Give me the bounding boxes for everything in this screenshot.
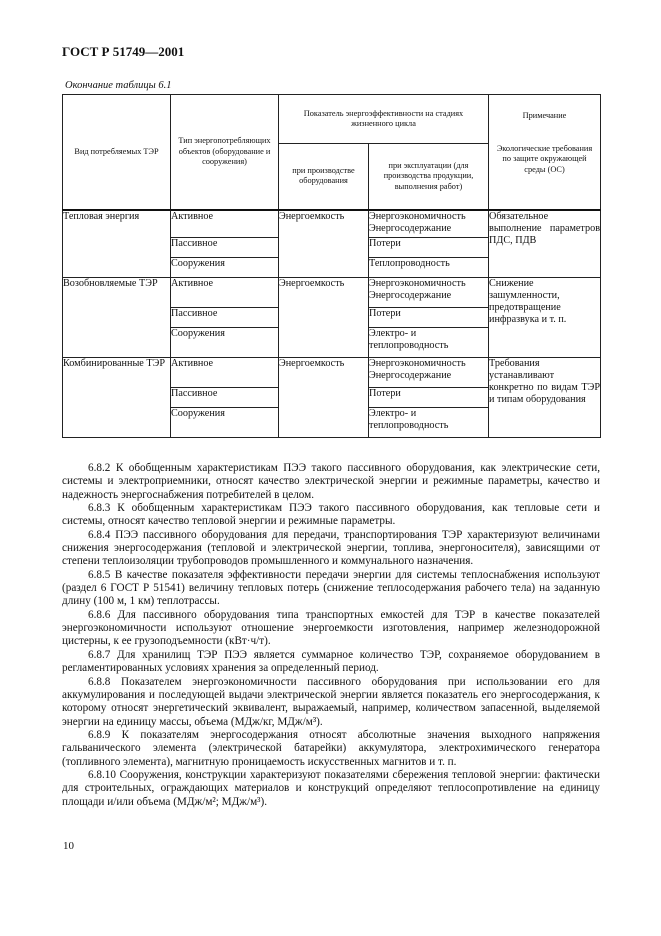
body-text bbox=[62, 462, 600, 809]
header-resource-type: Вид потребляемых ТЭР bbox=[63, 95, 171, 210]
object-type-cell: Активное bbox=[171, 210, 279, 238]
group-note: Снижение зашумленности, предотвращение инфразвука и т. п. bbox=[489, 278, 601, 358]
operation-indicator: Энергоэкономичность Энергосодержание bbox=[369, 210, 489, 238]
object-type-cell: Пассивное bbox=[171, 388, 279, 408]
group-note: Обязательное выполнение параметров ПДС, ПДВ bbox=[489, 210, 601, 278]
production-indicator: Энергоемкость bbox=[279, 278, 369, 358]
production-indicator: Энергоемкость bbox=[279, 358, 369, 438]
operation-indicator: Потери bbox=[369, 388, 489, 408]
operation-indicator: Энергоэкономичность Энергосодержание bbox=[369, 278, 489, 308]
group-resource: Комбинированные ТЭР bbox=[63, 358, 171, 438]
paragraph: 6.8.3 К обобщенным характеристикам ПЭЭ такого пассивного оборудования, как тепловые сети и системы, относят качество тепловой энергии и режимные параметры. bbox=[62, 502, 600, 528]
operation-indicator: Потери bbox=[369, 238, 489, 258]
object-type-cell: Пассивное bbox=[171, 238, 279, 258]
group-resource: Возобновляемые ТЭР bbox=[63, 278, 171, 358]
object-type-cell: Активное bbox=[171, 278, 279, 308]
object-type-cell: Пассивное bbox=[171, 308, 279, 328]
paragraph: 6.8.8 Показателем энергоэкономичности пассивного оборудования при использовании его для аккумулирования и последующей выдачи электрической энергии является показатель его энергосодержания, к которому относят энергетический эквивалент, выражаемый, например, количеством запасенной, выделяемой энергии на единицу массы, объема (МДж/кг, МДж/м³). bbox=[62, 675, 600, 728]
paragraph: 6.8.10 Сооружения, конструкции характеризуют показателями сбережения тепловой энергии: фактически для строительных, ограждающих материалов и конструкций определяют теплосопротивление на единицу площади и/или объема (МДж/м²; МДж/м³). bbox=[62, 768, 600, 808]
operation-indicator: Электро- и теплопроводность bbox=[369, 328, 489, 358]
group-note: Требования устанавливают конкретно по видам ТЭР и типам оборудования bbox=[489, 358, 601, 438]
header-note bbox=[489, 95, 601, 210]
paragraph: 6.8.5 В качестве показателя эффективности передачи энергии для системы теплоснабжения используют (раздел 6 ГОСТ Р 51541) величину тепловых потерь (снижение теплосодержания рабочего тела) на заданную длину (100 м, 1 км) теплотрассы. bbox=[62, 568, 600, 608]
header-object-type: Тип энергопотребляющих объектов (оборудование и сооружения) bbox=[171, 95, 279, 210]
operation-indicator: Электро- и теплопроводность bbox=[369, 408, 489, 438]
header-note-title: Примечание bbox=[522, 111, 567, 120]
paragraph: 6.8.7 Для хранилищ ТЭР ПЭЭ является суммарное количество ТЭР, сохраняемое оборудованием в регламентированных условиях хранения за определенный период. bbox=[62, 648, 600, 675]
header-lifecycle-group: Показатель энергоэффективности на стадиях жизненного цикла bbox=[279, 95, 489, 144]
paragraph: 6.8.2 К обобщенным характеристикам ПЭЭ такого пассивного оборудования, как электрические сети, системы и электроприемники, относят качество электрической энергии и режимные параметры, качество и надежность энергоснабжения потребителей в целом. bbox=[62, 462, 600, 501]
header-production: при производстве оборудования bbox=[279, 144, 369, 210]
object-type-cell: Активное bbox=[171, 358, 279, 388]
operation-indicator: Потери bbox=[369, 308, 489, 328]
paragraph: 6.8.9 К показателям энергосодержания относят абсолютные значения выходного напряжения гальванического элемента (электрической батарейки) аккумулятора, электрохимического генератора (топливного элемента), магнитную проницаемость искусственных магнитов и т. п. bbox=[62, 728, 600, 768]
group-resource: Тепловая энергия bbox=[63, 210, 171, 278]
production-indicator: Энергоемкость bbox=[279, 210, 369, 278]
paragraph: 6.8.4 ПЭЭ пассивного оборудования для передачи, транспортирования ТЭР характеризуют величинами снижения энергосодержания (тепловой и электрической энергии, топлива, энергоносителя), зависящими от степени теплоизоляции трубопроводов промышленного и коммунального назначения. bbox=[62, 528, 600, 568]
paragraph: 6.8.6 Для пассивного оборудования типа транспортных емкостей для ТЭР в качестве показателей энергоэкономичности используют отношение энергоемкости изготовления, например железнодорожной цистерны, к ее грузоподъемности (кВт·ч/т). bbox=[62, 608, 600, 648]
object-type-cell: Сооружения bbox=[171, 328, 279, 358]
header-operation: при эксплуатации (для производства продукции, выполнения работ) bbox=[369, 144, 489, 210]
page-number: 10 bbox=[63, 840, 74, 852]
operation-indicator: Энергоэкономичность Энергосодержание bbox=[369, 358, 489, 388]
table-caption: Окончание таблицы 6.1 bbox=[65, 80, 172, 91]
header-note-subtitle: Экологические требования по защите окружающей среды (ОС) bbox=[496, 143, 593, 174]
object-type-cell: Сооружения bbox=[171, 408, 279, 438]
energy-efficiency-table bbox=[62, 94, 601, 438]
operation-indicator: Теплопроводность bbox=[369, 258, 489, 278]
document-header: ГОСТ Р 51749—2001 bbox=[62, 44, 185, 59]
object-type-cell: Сооружения bbox=[171, 258, 279, 278]
